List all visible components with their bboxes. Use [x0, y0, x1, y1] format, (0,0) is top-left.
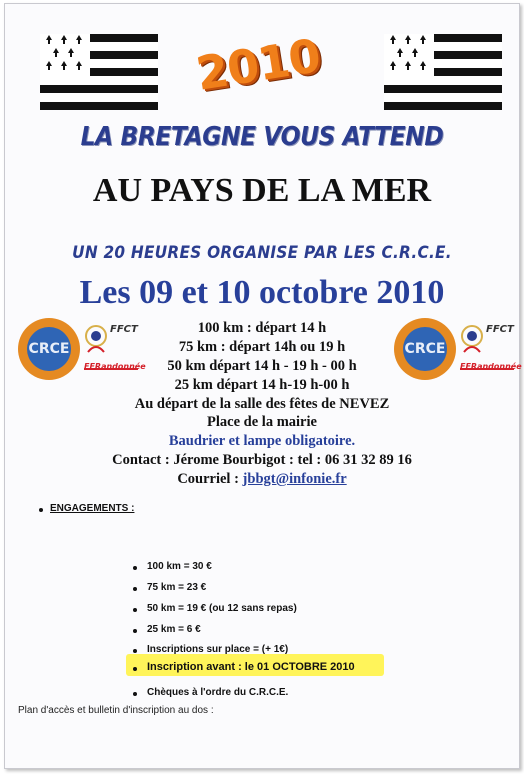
bullet: [133, 692, 137, 696]
breton-flag-right: [384, 34, 502, 110]
email-link[interactable]: jbbgt@infonie.fr: [242, 471, 347, 487]
contact-line: Contact : Jérome Bourbigot : tel : 06 31 32 89 16: [112, 452, 412, 468]
bullet: [133, 608, 137, 612]
ffct-label: FFCT: [486, 324, 514, 335]
bullet: [133, 587, 137, 591]
bullet: [39, 508, 43, 512]
courriel-label: Courriel :: [177, 471, 239, 487]
distance-75: 75 km : départ 14h ou 19 h: [178, 339, 346, 355]
club-logo-text: CRCE: [27, 327, 71, 371]
fee-100km: 100 km = 30 €: [147, 561, 212, 572]
ffrandonnee-label: FFRandonnée: [84, 362, 146, 371]
main-title: AU PAYS DE LA MER: [92, 172, 432, 209]
fee-50km: 50 km = 19 € (ou 12 sans repas): [147, 603, 297, 614]
bullet: [133, 566, 137, 570]
slogan-heading: LA BRETAGNE VOUS ATTEND: [80, 122, 444, 152]
distance-25: 25 km départ 14 h-19 h-00 h: [174, 377, 350, 393]
event-dates: Les 09 et 10 octobre 2010: [79, 274, 445, 311]
courriel-line: [0, 471, 524, 488]
year-title: 2010: [192, 28, 324, 101]
footer-note: Plan d'accès et bulletin d'inscription au dos :: [18, 705, 214, 716]
bullet: [133, 629, 137, 633]
fee-25km: 25 km = 6 €: [147, 624, 201, 635]
equipment-notice: Baudrier et lampe obligatoire.: [168, 433, 356, 449]
fee-75km: 75 km = 23 €: [147, 582, 207, 593]
club-logo-text: CRCE: [403, 327, 447, 371]
engagements-heading: ENGAGEMENTS :: [50, 503, 135, 514]
fee-onsite: Inscriptions sur place = (+ 1€): [147, 644, 289, 655]
organiser-subtitle: UN 20 HEURES ORGANISE PAR LES C.R.C.E.: [72, 243, 452, 263]
ffct-label: FFCT: [110, 324, 138, 335]
registration-deadline: Inscription avant : le 01 OCTOBRE 2010: [147, 661, 355, 673]
depart-location: Au départ de la salle des fêtes de NEVEZ: [134, 396, 390, 412]
cheque-note: Chèques à l'ordre du C.R.C.E.: [147, 687, 289, 698]
bullet: [133, 667, 137, 671]
bullet: [133, 649, 137, 653]
distance-100: 100 km : départ 14 h: [197, 320, 327, 336]
distance-50: 50 km départ 14 h - 19 h - 00 h: [167, 358, 357, 374]
ffrandonnee-label: FFRandonnée: [460, 362, 522, 371]
place-line: Place de la mairie: [207, 414, 317, 430]
breton-flag-left: [40, 34, 158, 110]
